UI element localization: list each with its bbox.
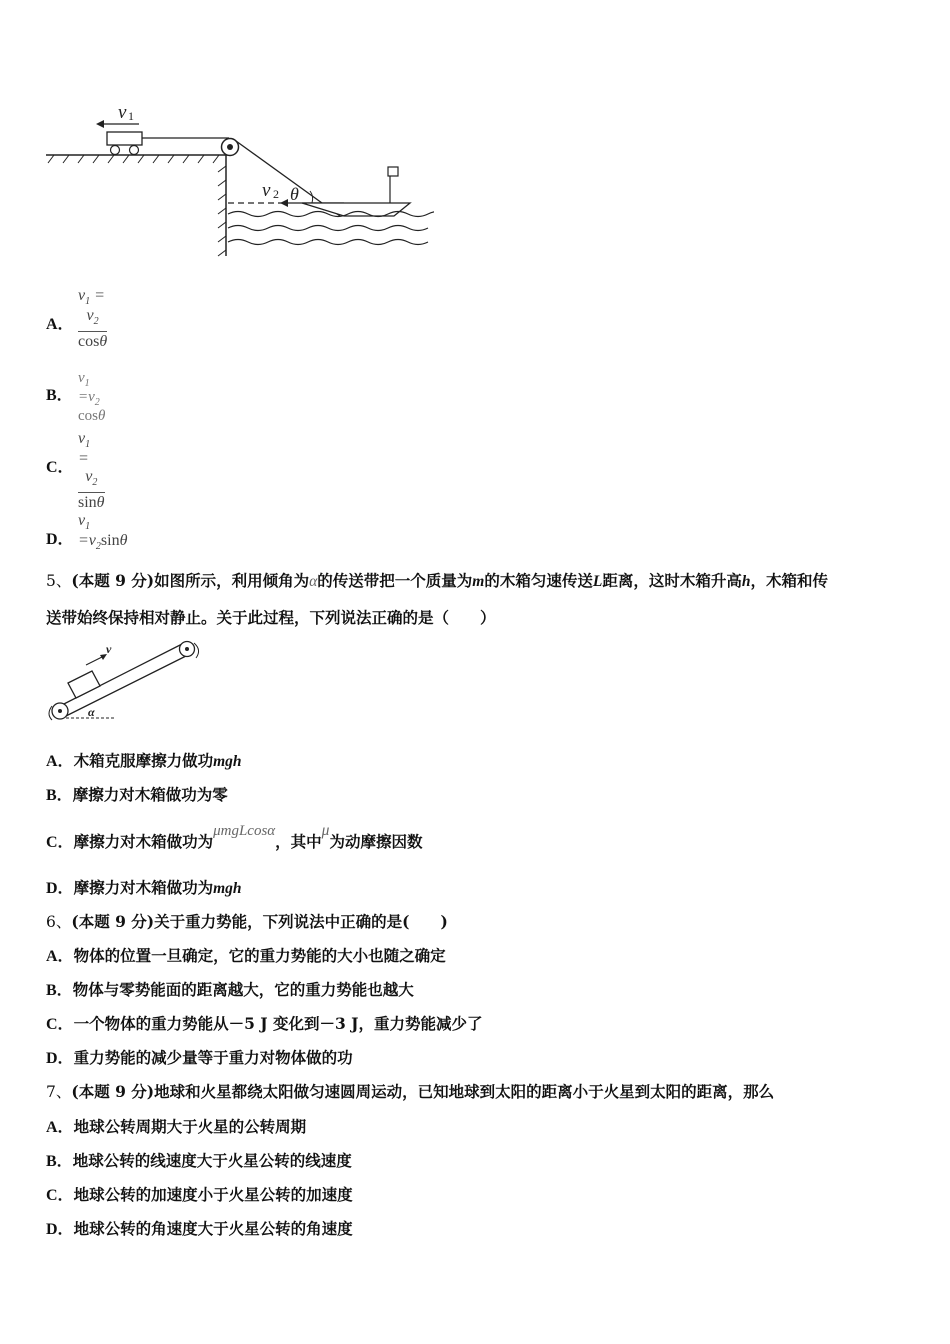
q5-text-b: 的传送带把一个质量为: [317, 571, 473, 590]
option-label: B．: [46, 387, 73, 404]
figure-cart-boat: [44, 96, 434, 261]
q5-text-line2: 送带始终保持相对静止。关于此过程，下列说法正确的是（ ）: [46, 608, 496, 627]
cart-boat-diagram: [44, 96, 434, 261]
v1-subscript: 1: [128, 109, 134, 123]
option-label: B．: [46, 1153, 73, 1170]
option-label: C．: [46, 834, 74, 851]
q7-stem: [46, 1082, 774, 1102]
q7-option-a[interactable]: [46, 1117, 306, 1138]
q5-text-e: ，木箱和传: [750, 571, 828, 590]
q5-text-d: 距离，这时木箱升高: [602, 571, 742, 590]
formula-v1-eq-v2-cos: $v_1 =v_2$ cosθ: [78, 370, 106, 424]
q5-stem-line1: [46, 571, 828, 592]
v2-subscript: 2: [273, 187, 279, 201]
formula-v1-eq-v2-over-sin: $v_1$ = $\frac{v_2}{\sin\theta}$: [78, 430, 105, 512]
v1-label: v: [118, 102, 127, 123]
option-text: 摩擦力对木箱做功为零: [72, 785, 228, 804]
option-label: A．: [46, 1119, 74, 1136]
alpha-symbol: α: [309, 573, 318, 590]
distance-symbol: L: [592, 573, 603, 590]
q7-stem-text: (本题 9 分)地球和火星都绕太阳做匀速圆周运动，已知地球到太阳的距离小于火星到太阳的距离，那么: [71, 1082, 775, 1101]
conveyor-diagram: [44, 638, 209, 722]
q5-text-a: (本题 9 分)如图所示，利用倾角为: [71, 571, 310, 590]
height-symbol: h: [741, 573, 751, 590]
option-label: D．: [46, 1050, 74, 1067]
option-text: 木箱克服摩擦力做功: [73, 751, 214, 770]
option-label: D．: [46, 531, 74, 548]
option-text: 摩擦力对木箱做功为: [73, 832, 214, 851]
q6-stem-text: (本题 9 分)关于重力势能，下列说法中正确的是( ): [71, 912, 448, 931]
option-label: C．: [46, 1016, 74, 1033]
q7-option-c[interactable]: [46, 1185, 353, 1206]
mu-symbol: μ: [321, 822, 330, 839]
v2-label: v: [262, 180, 271, 201]
option-text: 摩擦力对木箱做功为: [73, 878, 214, 897]
figure-conveyor: [44, 638, 209, 722]
q5-option-a[interactable]: [46, 751, 242, 772]
option-text-end: 为动摩擦因数: [329, 832, 423, 851]
q6-stem: [46, 912, 448, 932]
option-label: A．: [46, 316, 74, 333]
option-text: 地球公转的角速度大于火星公转的角速度: [73, 1219, 353, 1238]
velocity-label: v: [106, 642, 112, 656]
option-formula: mgh: [213, 880, 242, 897]
option-text-mid: ，其中: [275, 832, 322, 851]
option-formula: mgh: [213, 753, 242, 770]
q5-option-b[interactable]: [46, 785, 228, 806]
option-label: A．: [46, 753, 74, 770]
q6-option-a[interactable]: [46, 946, 446, 967]
option-label: C．: [46, 1187, 74, 1204]
option-label: A．: [46, 948, 74, 965]
theta-label: θ: [290, 184, 299, 204]
option-label: B．: [46, 787, 73, 804]
angle-label: α: [88, 705, 95, 719]
formula-mu-mg-l-cos: μmgLcosα: [213, 823, 276, 839]
option-label: B．: [46, 982, 73, 999]
q5-stem-line2: [46, 608, 496, 628]
option-label: D．: [46, 880, 74, 897]
q5-option-d[interactable]: [46, 878, 242, 899]
formula-v1-eq-v2-sin: $v_1 =v_2\sin\theta$: [78, 512, 128, 553]
q5-option-c[interactable]: [46, 822, 423, 853]
q7-option-d[interactable]: [46, 1219, 353, 1240]
option-label: C．: [46, 459, 74, 476]
option-text: 地球公转的线速度大于火星公转的线速度: [72, 1151, 352, 1170]
formula-v1-eq-v2-over-cos: $v_1$ = $\frac{v_2}{\cos\theta}$: [78, 287, 108, 351]
option-text: 物体的位置一旦确定，它的重力势能的大小也随之确定: [73, 946, 446, 965]
option-label: D．: [46, 1221, 74, 1238]
q7-option-b[interactable]: [46, 1151, 352, 1172]
q6-option-c[interactable]: [46, 1014, 483, 1035]
option-text: 物体与零势能面的距离越大，它的重力势能也越大: [72, 980, 414, 999]
question-number: 6、: [46, 913, 72, 931]
option-text: 重力势能的减少量等于重力对物体做的功: [73, 1048, 353, 1067]
option-text: 地球公转周期大于火星的公转周期: [73, 1117, 307, 1136]
question-number: 7、: [46, 1083, 72, 1101]
option-text: 一个物体的重力势能从－5 J 变化到－3 J，重力势能减少了: [73, 1014, 483, 1033]
question-number: 5、: [46, 572, 72, 590]
q6-option-d[interactable]: [46, 1048, 353, 1069]
option-text: 地球公转的加速度小于火星公转的加速度: [73, 1185, 353, 1204]
mass-symbol: m: [472, 573, 485, 590]
q5-text-c: 的木箱匀速传送: [484, 571, 593, 590]
q6-option-b[interactable]: [46, 980, 414, 1001]
